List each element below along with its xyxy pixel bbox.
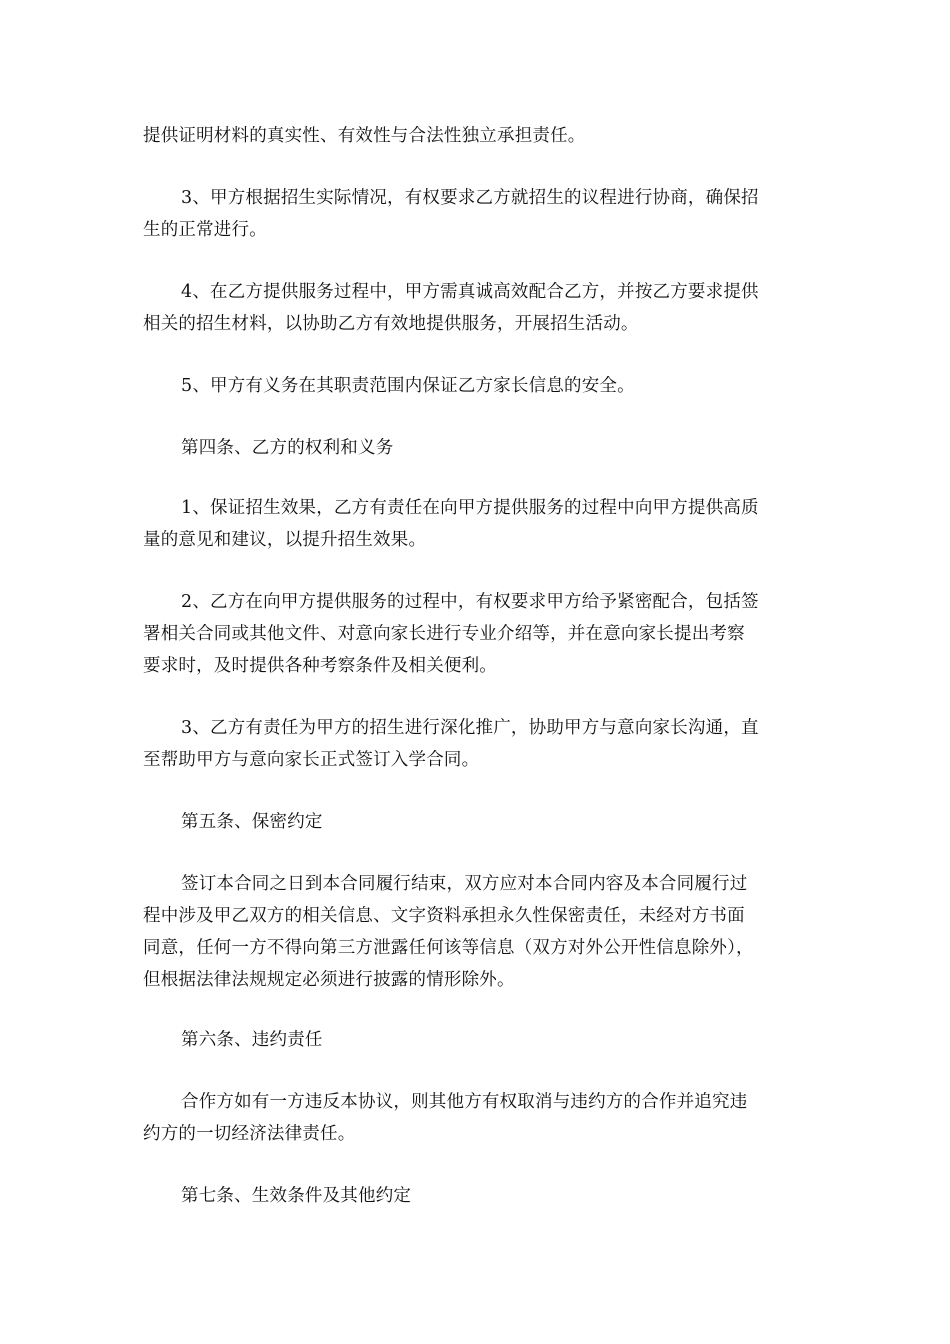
paragraph-continuation <box>143 120 823 152</box>
paragraph-party-b-item-1 <box>143 492 823 556</box>
text-line: 相关的招生材料，以协助乙方有效地提供服务，开展招生活动。 <box>143 314 639 334</box>
text-line: 提供证明材料的真实性、有效性与合法性独立承担责任。 <box>143 126 586 146</box>
text-line: 生的正常进行。 <box>143 220 267 240</box>
text-line: 但根据法律法规规定必须进行披露的情形除外。 <box>143 970 515 990</box>
section-heading: 第四条、乙方的权利和义务 <box>181 438 394 458</box>
text-line: 4、在乙方提供服务过程中，甲方需真诚高效配合乙方，并按乙方要求提供 <box>181 282 759 302</box>
paragraph-party-a-item-3 <box>143 182 823 246</box>
section-heading: 第六条、违约责任 <box>181 1030 323 1050</box>
text-line: 签订本合同之日到本合同履行结束，双方应对本合同内容及本合同履行过 <box>181 874 748 894</box>
paragraph-breach <box>143 1086 823 1150</box>
text-line: 3、乙方有责任为甲方的招生进行深化推广，协助甲方与意向家长沟通，直 <box>181 718 759 738</box>
text-line: 程中涉及甲乙双方的相关信息、文字资料承担永久性保密责任，未经对方书面 <box>143 906 745 926</box>
text-line: 同意，任何一方不得向第三方泄露任何该等信息（双方对外公开性信息除外）， <box>143 938 754 958</box>
text-line: 合作方如有一方违反本协议，则其他方有权取消与违约方的合作并追究违 <box>181 1092 748 1112</box>
section-heading: 第五条、保密约定 <box>181 812 323 832</box>
paragraph-confidentiality <box>143 868 823 996</box>
heading-article-7 <box>143 1180 823 1212</box>
text-line: 量的意见和建议，以提升招生效果。 <box>143 530 427 550</box>
text-line: 约方的一切经济法律责任。 <box>143 1124 356 1144</box>
paragraph-party-b-item-3 <box>143 712 823 776</box>
text-line: 2、乙方在向甲方提供服务的过程中，有权要求甲方给予紧密配合，包括签 <box>181 592 759 612</box>
paragraph-party-a-item-5 <box>143 370 823 402</box>
text-line: 3、甲方根据招生实际情况，有权要求乙方就招生的议程进行协商，确保招 <box>181 188 759 208</box>
text-line: 至帮助甲方与意向家长正式签订入学合同。 <box>143 750 480 770</box>
paragraph-party-b-item-2 <box>143 586 823 682</box>
text-line: 1、保证招生效果，乙方有责任在向甲方提供服务的过程中向甲方提供高质 <box>181 498 759 518</box>
text-line: 5、甲方有义务在其职责范围内保证乙方家长信息的安全。 <box>181 376 635 396</box>
heading-article-5 <box>143 806 823 838</box>
paragraph-party-a-item-4 <box>143 276 823 340</box>
section-heading: 第七条、生效条件及其他约定 <box>181 1186 412 1206</box>
text-line: 要求时，及时提供各种考察条件及相关便利。 <box>143 656 497 676</box>
heading-article-6 <box>143 1024 823 1056</box>
heading-article-4 <box>143 432 823 464</box>
text-line: 署相关合同或其他文件、对意向家长进行专业介绍等，并在意向家长提出考察 <box>143 624 745 644</box>
